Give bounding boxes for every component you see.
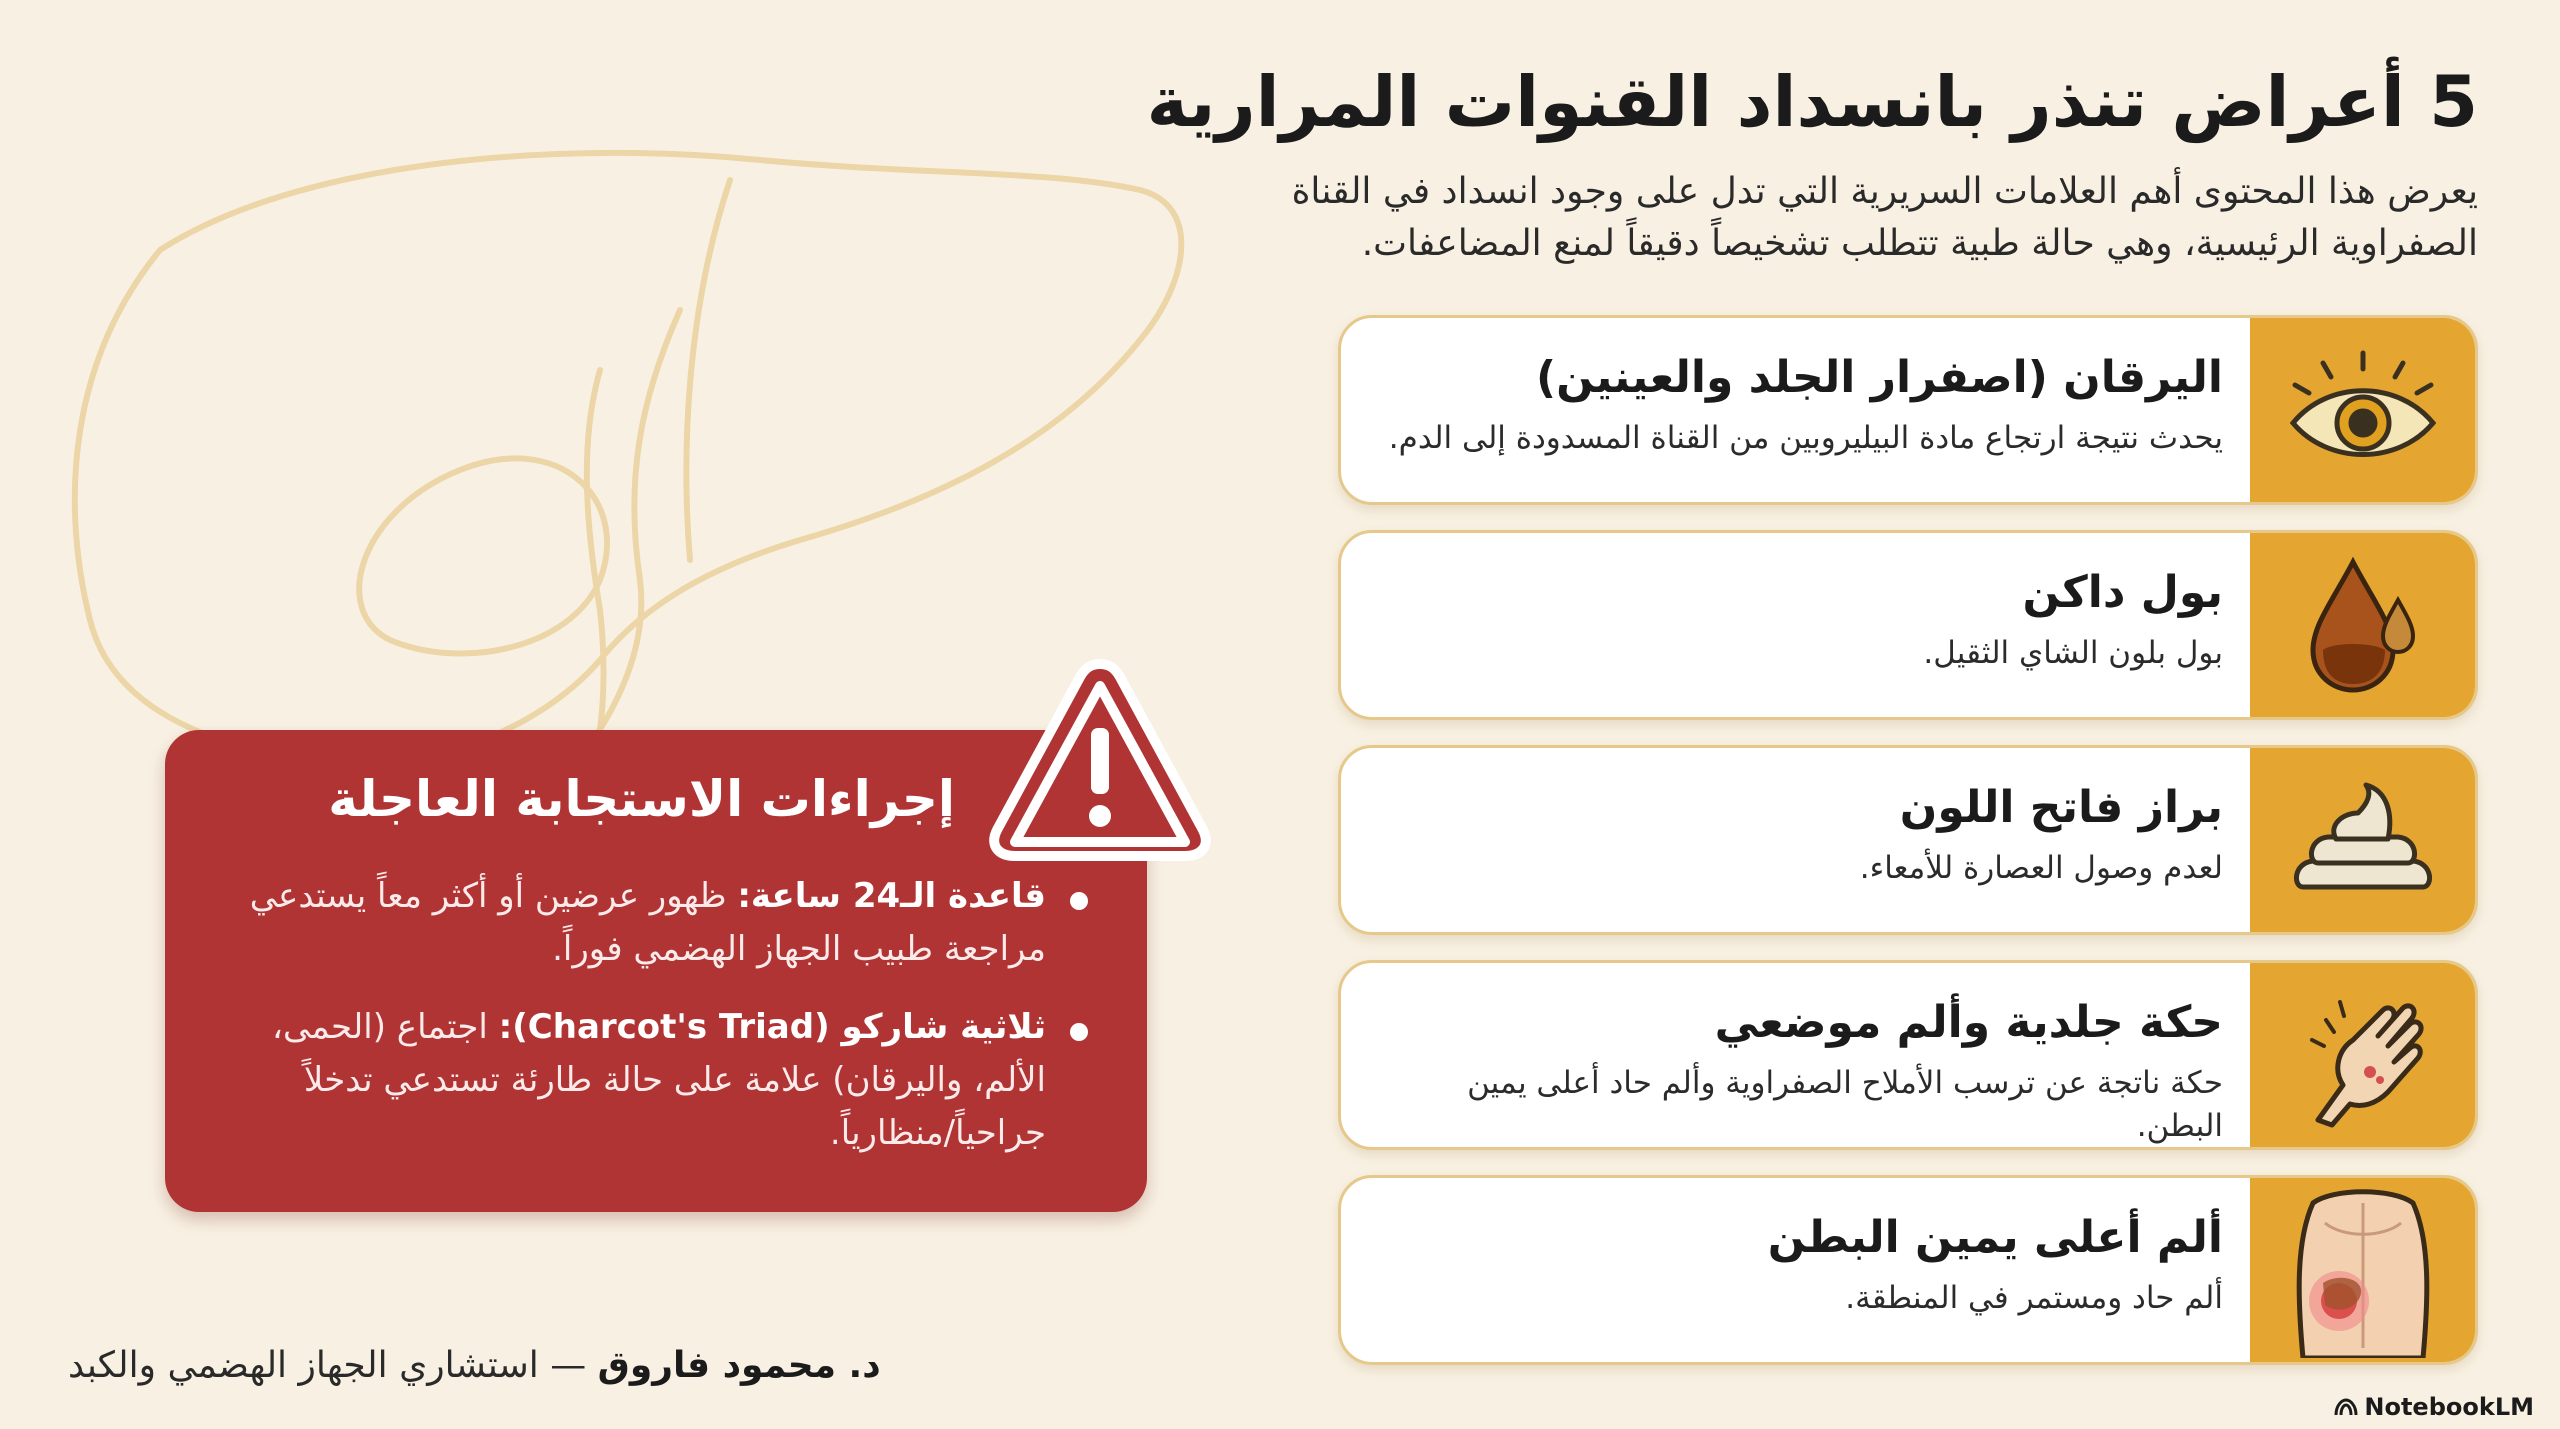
warning-triangle-icon [985, 650, 1215, 865]
symptom-text [1381, 995, 2223, 1149]
symptom-card-jaundice [1338, 315, 2478, 505]
symptom-card-dark-urine [1338, 530, 2478, 720]
author-role: استشاري الجهاز الهضمي والكبد [68, 1345, 539, 1386]
itching-hand-icon [2288, 980, 2438, 1130]
alert-title: إجراءات الاستجابة العاجلة [328, 770, 955, 828]
page-subtitle: يعرض هذا المحتوى أهم العلامات السريرية التي تدل على وجود انسداد في القناة الصفراوية الرئيسية، وهي حالة طبية تتطلب تشخيصاً دقيقاً لمنع المضاعفات. [1291, 171, 2478, 265]
alert-item-label: ثلاثية شاركو (Charcot's Triad): [498, 1007, 1046, 1048]
symptom-description: بول بلون الشاي الثقيل. [1923, 635, 2223, 671]
symptom-text [1381, 1210, 2223, 1320]
symptom-icon-box [2250, 963, 2475, 1147]
eye-icon [2283, 345, 2443, 475]
symptom-text [1381, 350, 2223, 460]
symptom-description: ألم حاد ومستمر في المنطقة. [1845, 1280, 2223, 1316]
symptom-icon-box [2250, 1178, 2475, 1362]
urine-drop-icon [2293, 550, 2433, 700]
alert-item [225, 1001, 1092, 1159]
alert-list [225, 870, 1092, 1185]
symptom-description: يحدث نتيجة ارتجاع مادة البيليروبين من القناة المسدودة إلى الدم. [1388, 420, 2223, 456]
alert-item [225, 870, 1092, 975]
symptom-card-pale-stool [1338, 745, 2478, 935]
symptom-description: حكة ناتجة عن ترسب الأملاح الصفراوية وألم حاد أعلى يمين البطن. [1467, 1065, 2223, 1145]
alert-item-label: قاعدة الـ24 ساعة: [737, 876, 1046, 916]
notebooklm-logo-icon [2334, 1397, 2358, 1417]
symptom-title: حكة جلدية وألم موضعي [1714, 997, 2223, 1048]
page-title: 5 أعراض تنذر بانسداد القنوات المرارية [1146, 61, 2478, 143]
symptom-icon-box [2250, 533, 2475, 717]
brand-watermark [2334, 1393, 2534, 1421]
alert-item-text: ظهور عرضين أو أكثر معاً يستدعي مراجعة طبيب الجهاز الهضمي فوراً. [249, 876, 1046, 969]
header [1146, 60, 2478, 270]
symptom-description: لعدم وصول العصارة للأمعاء. [1859, 850, 2223, 886]
symptom-title: بول داكن [2022, 567, 2223, 618]
symptom-card-upper-right-pain [1338, 1175, 2478, 1365]
symptom-text [1381, 565, 2223, 675]
author-separator: — [538, 1345, 598, 1386]
symptom-cards [1338, 315, 2478, 1390]
brand-name: NotebookLM [2364, 1393, 2534, 1421]
author-credit [68, 1345, 881, 1386]
stool-icon [2288, 775, 2438, 905]
symptom-title: اليرقان (اصفرار الجلد والعينين) [1535, 352, 2223, 403]
symptom-card-itching [1338, 960, 2478, 1150]
symptom-icon-box [2250, 748, 2475, 932]
symptom-title: براز فاتح اللون [1899, 782, 2223, 833]
symptom-icon-box [2250, 318, 2475, 502]
author-name: د. محمود فاروق [597, 1345, 881, 1386]
symptom-text [1381, 780, 2223, 890]
symptom-title: ألم أعلى يمين البطن [1767, 1212, 2223, 1263]
alert-item-text: اجتماع (الحمى، الألم، واليرقان) علامة على حالة طارئة تستدعي تدخلاً جراحياً/منظارياً. [272, 1007, 1046, 1153]
abdomen-pain-icon [2283, 1183, 2443, 1358]
